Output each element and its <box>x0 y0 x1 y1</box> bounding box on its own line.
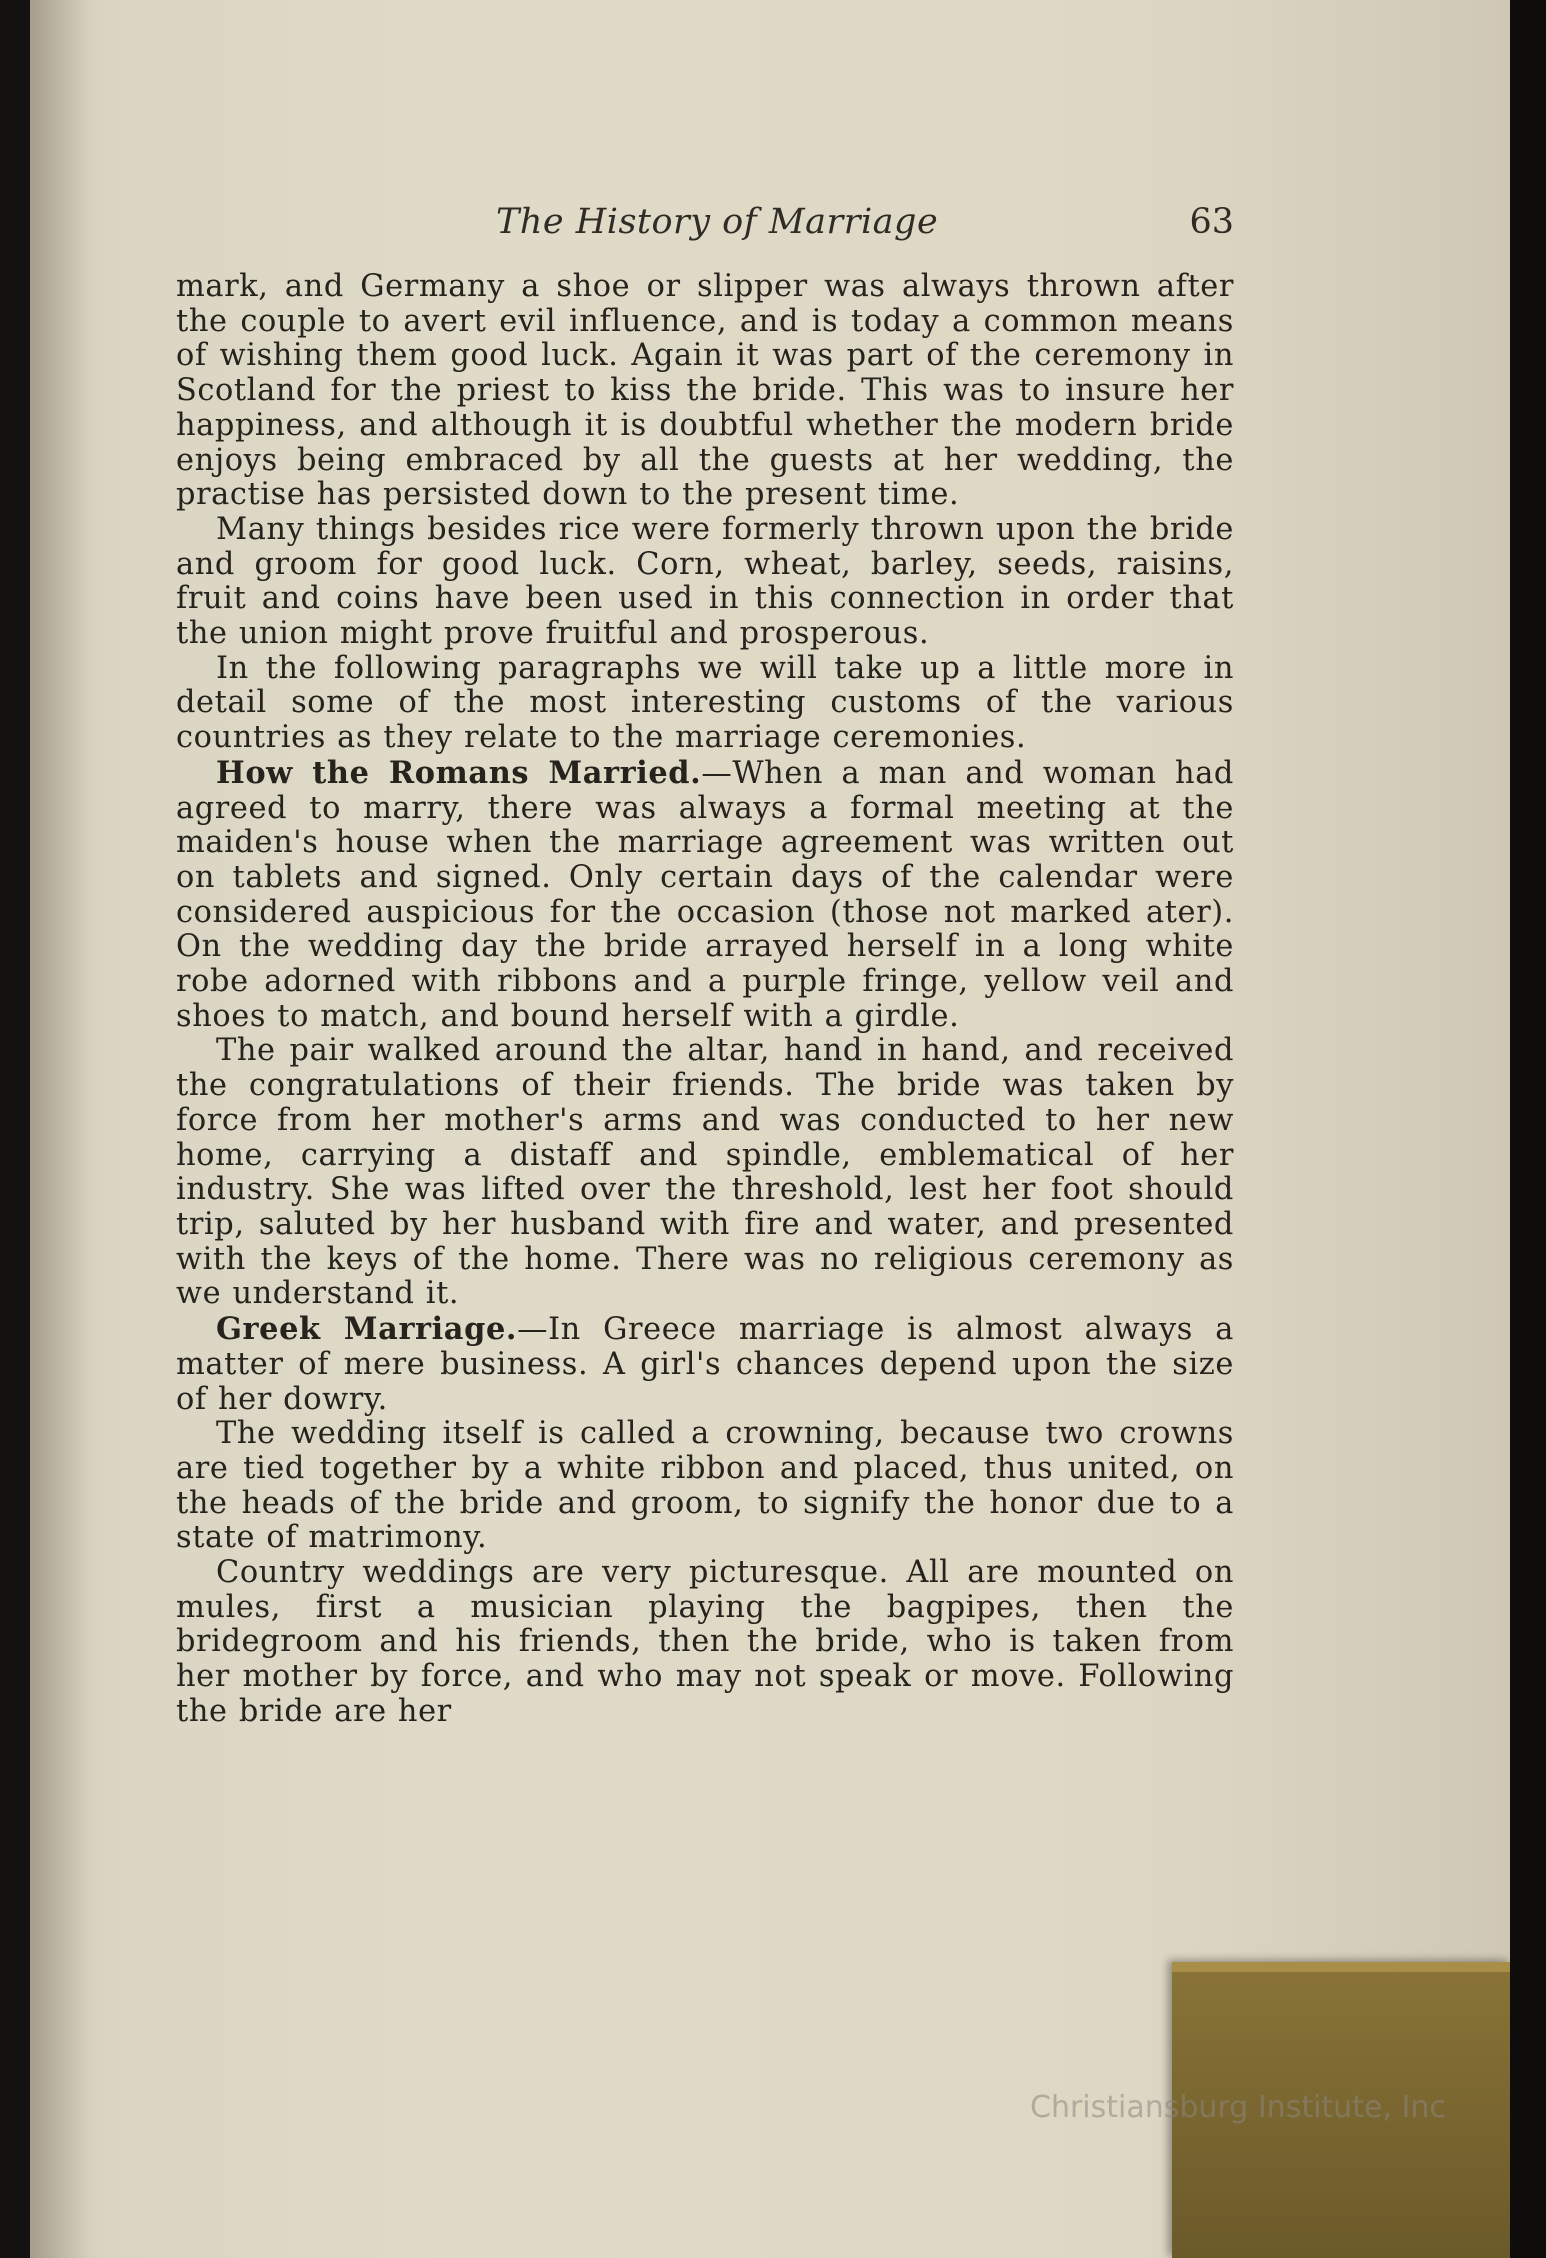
section-heading-greek: Greek Marriage. <box>216 1311 518 1348</box>
paragraph: mark, and Germany a shoe or slipper was always thrown after the couple to avert evil influence, and is today a common means of wishing them good luck. Again it was part of the ceremony in Scotland for the priest to kiss the bride. This was to insure her happiness, and although it is doubtful whether the modern bride enjoys being embraced by all the guests at her wedding, the practise has persisted down to the present time. <box>176 269 1234 513</box>
paragraph-text: —In Greece marriage is almost always a matter of mere business. A girl's chances depend upon the size of her dowry. <box>176 1312 1235 1417</box>
paragraph: In the following paragraphs we will take up a little more in detail some of the most interesting customs of the various countries as they relate to the marriage ceremonies. <box>176 650 1234 756</box>
background-edge <box>1510 0 1546 2258</box>
page-header <box>176 196 1234 252</box>
page-number: 63 <box>1189 202 1234 242</box>
page-gutter-shadow <box>30 0 90 2258</box>
running-title: The History of Marriage <box>496 202 939 242</box>
body-text <box>176 270 1234 1730</box>
paragraph: The wedding itself is called a crowning, because two crowns are tied together by a white ribbon and placed, thus united, on the heads of the bride and groom, to signify the honor due to a state of matrimony. <box>176 1416 1234 1556</box>
watermark: Christiansburg Institute, Inc <box>1030 2090 1446 2125</box>
paragraph <box>176 1312 1234 1417</box>
paragraph-text: —When a man and woman had agreed to marry, there was always a formal meeting at the maiden's house when the marriage agreement was written out on tablets and signed. Only certain days of the calendar were considered auspicious for the occasion (those not marked ater). On the wedding day the bride arrayed herself in a long white robe adorned with ribbons and a purple fringe, yellow veil and shoes to match, and bound herself with a girdle. <box>176 755 1234 1034</box>
paragraph: Country weddings are very picturesque. All are mounted on mules, first a musician playing the bagpipes, then the bridegroom and his friends, then the bride, who is taken from her mother by force, and who may not speak or move. Following the bride are her <box>176 1555 1234 1729</box>
brass-weight-highlight <box>1172 1962 1512 1972</box>
paragraph <box>176 756 1234 1035</box>
paragraph: Many things besides rice were formerly thrown upon the bride and groom for good luck. Corn, wheat, barley, seeds, raisins, fruit and coins have been used in this connection in order that the union might prove fruitful and prosperous. <box>176 511 1234 652</box>
paragraph: The pair walked around the altar, hand in hand, and received the congratulations of their friends. The bride was taken by force from her mother's arms and was conducted to her new home, carrying a distaff and spindle, emblematical of her industry. She was lifted over the threshold, lest her foot should trip, saluted by her husband with fire and water, and presented with the keys of the home. There was no religious ceremony as we understand it. <box>176 1033 1234 1312</box>
section-heading-romans: How the Romans Married. <box>216 754 702 791</box>
